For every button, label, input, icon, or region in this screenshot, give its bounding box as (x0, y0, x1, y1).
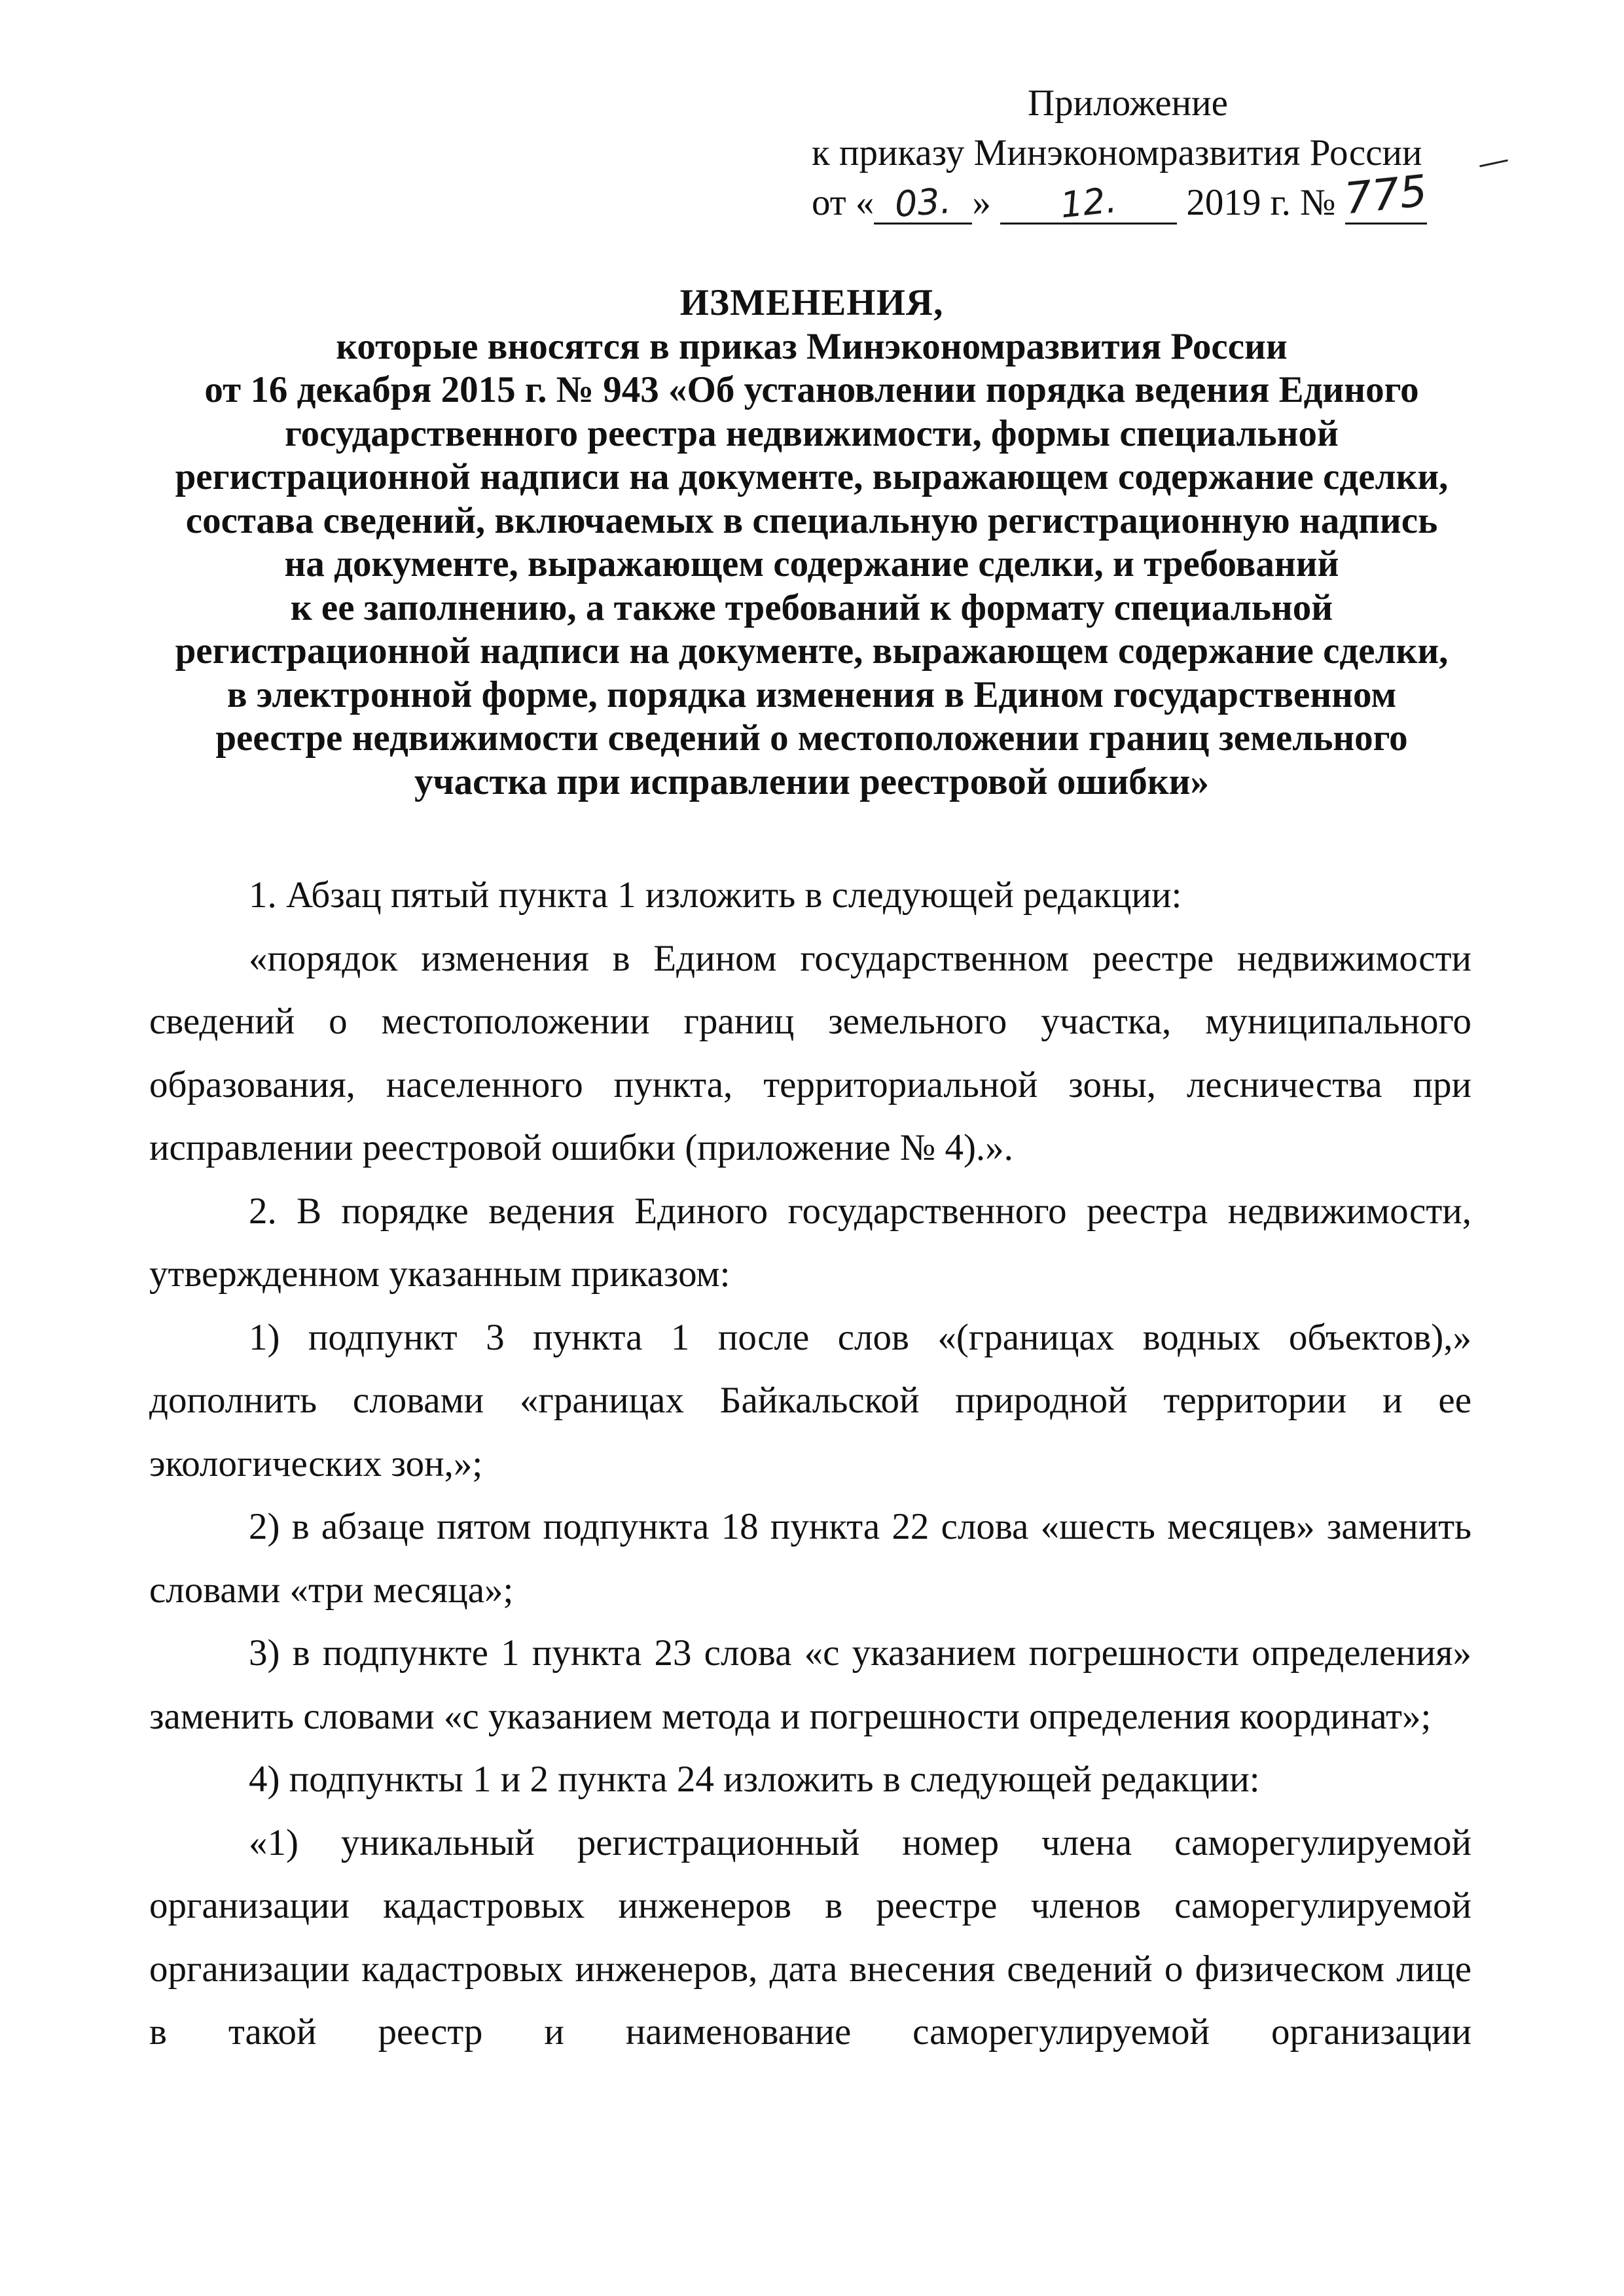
title-line: реестре недвижимости сведений о местоположении границ земельного (215, 717, 1408, 759)
title-line: регистрационной надписи на документе, выражающем содержание сделки, (175, 630, 1449, 672)
paragraph-quote-2: «1) уникальный регистрационный номер члена саморегулируемой организации кадастровых инженеров в реестре членов саморегулируемой организации кадастровых инженеров, дата внесения сведений о физическом лице в такой реестр и наименование саморегулируемой организации (149, 1821, 1471, 2053)
paragraph-subitem-1: 1) подпункт 3 пункта 1 после слов «(границах водных объектов),» дополнить словами «границах Байкальской природной территории и ее экологических зон,»; (149, 1316, 1471, 1484)
title-line: к ее заполнению, а также требований к формату специальной (290, 586, 1333, 628)
title-line: регистрационной надписи на документе, выражающем содержание сделки, (175, 456, 1449, 497)
date-month-blank (1000, 179, 1177, 226)
document-body (149, 864, 1471, 2064)
year-text: 2019 г. № (1186, 182, 1336, 223)
order-number-blank (1342, 165, 1430, 224)
title-line: на документе, выражающем содержание сделки, и требований (284, 543, 1339, 584)
paragraph-item-2: 2. В порядке ведения Единого государственного реестра недвижимости, утвержденном указанным приказом: (149, 1190, 1471, 1295)
appendix-label: Приложение (1028, 82, 1228, 124)
order-number-handwritten: 775 (1342, 165, 1430, 224)
paragraph-subitem-4: 4) подпункты 1 и 2 пункта 24 изложить в следующей редакции: (249, 1759, 1260, 1800)
title-line: участка при исправлении реестровой ошибки» (414, 761, 1209, 802)
date-prefix: от « (812, 182, 875, 223)
pen-stroke-mark (1479, 159, 1508, 167)
appendix-header (812, 79, 1499, 228)
paragraph-quote-1: «порядок изменения в Едином государственном реестре недвижимости сведений о местоположении границ земельного участка, муниципального образования, населенного пункта, территориальной зоны, лесничества при исправлении реестровой ошибки (приложение № 4).». (149, 937, 1471, 1168)
title-line: которые вносятся в приказ Минэкономразвития России (336, 325, 1288, 367)
document-title (131, 281, 1492, 804)
date-day-blank (874, 180, 972, 225)
order-date-line (812, 165, 1499, 228)
date-day-handwritten: 03. (893, 180, 953, 225)
date-mid: » (972, 182, 991, 223)
paragraph-item-1: 1. Абзац пятый пункта 1 изложить в следующей редакции: (249, 874, 1182, 916)
title-heading: ИЗМЕНЕНИЯ, (679, 282, 944, 323)
title-line: государственного реестра недвижимости, формы специальной (285, 412, 1339, 454)
order-reference-text: к приказу Минэкономразвития России (812, 132, 1422, 173)
paragraph-subitem-3: 3) в подпункте 1 пункта 23 слова «с указанием погрешности определения» заменить словами «с указанием метода и погрешности определения координат»; (149, 1632, 1471, 1737)
title-line: состава сведений, включаемых в специальную регистрационную надпись (185, 499, 1438, 541)
date-month-handwritten: 12. (1058, 179, 1119, 226)
paragraph-subitem-2: 2) в абзаце пятом подпункта 18 пункта 22 слова «шесть месяцев» заменить словами «три месяца»; (149, 1506, 1471, 1611)
title-line: в электронной форме, порядка изменения в Едином государственном (226, 673, 1397, 715)
title-line: от 16 декабря 2015 г. № 943 «Об установлении порядка ведения Единого (204, 369, 1419, 410)
